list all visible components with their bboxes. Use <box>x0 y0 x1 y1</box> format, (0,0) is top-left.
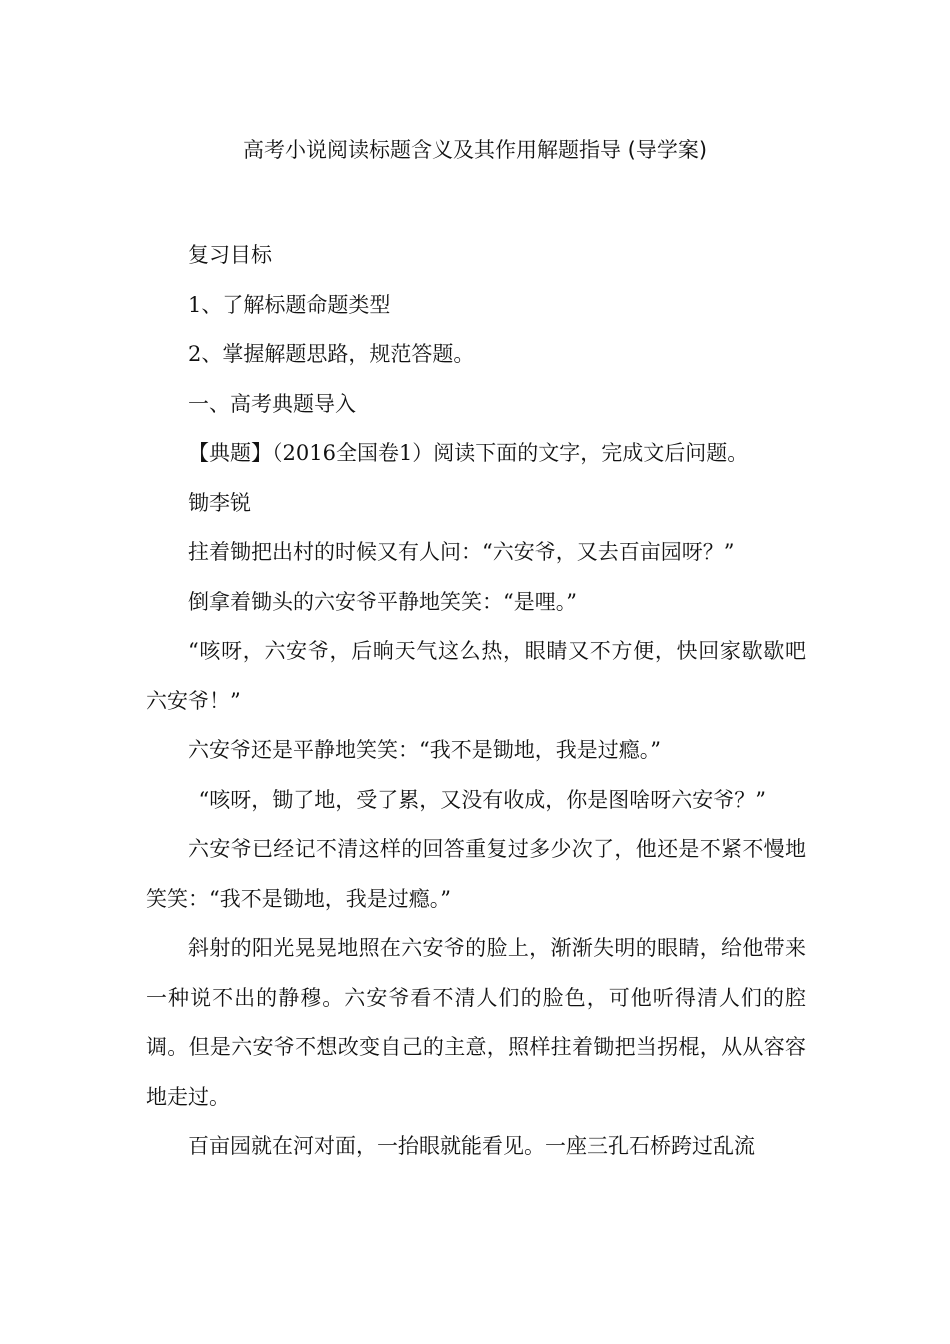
paragraph-typical-question: 【典题】（2016全国卷1）阅读下面的文字，完成文后问题。 <box>188 441 749 465</box>
story-title-author: 锄李锐 <box>188 490 251 515</box>
story-paragraph: 六安爷还是平静地笑笑：“我不是锄地，我是过瘾。” <box>188 738 661 762</box>
document-title: 高考小说阅读标题含义及其作用解题指导 (导学案) <box>242 138 708 162</box>
section-heading: 一、高考典题导入 <box>188 391 356 416</box>
story-paragraph: 六安爷已经记不清这样的回答重复过多少次了，他还是不紧不慢地笑笑：“我不是锄地，我是过瘾。” <box>146 837 806 911</box>
story-paragraph: 拄着锄把出村的时候又有人问：“六安爷，又去百亩园呀？” <box>188 540 735 564</box>
story-paragraph: “咳呀，六安爷，后晌天气这么热，眼睛又不方便，快回家歇歇吧六安爷！” <box>146 639 806 713</box>
story-paragraph: 斜射的阳光晃晃地照在六安爷的脸上，渐渐失明的眼睛，给他带来一种说不出的静穆。六安爷看不清人们的脸色，可他听得清人们的腔调。但是六安爷不想改变自己的主意，照样拄着锄把当拐棍，从从容容地走过。 <box>146 936 806 1109</box>
paragraph-goal-2: 2、掌握解题思路，规范答题。 <box>188 342 475 366</box>
story-paragraph: “咳呀，锄了地，受了累，又没有收成，你是图啥呀六安爷？” <box>198 787 766 812</box>
paragraph-goal-1: 1、了解标题命题类型 <box>188 292 391 317</box>
document-body <box>146 231 806 1172</box>
story-paragraph: 百亩园就在河对面，一抬眼就能看见。一座三孔石桥跨过乱流 <box>188 1134 755 1158</box>
story-paragraph: 倒拿着锄头的六安爷平静地笑笑：“是哩。” <box>188 589 577 614</box>
paragraph-review-goals: 复习目标 <box>188 243 272 267</box>
